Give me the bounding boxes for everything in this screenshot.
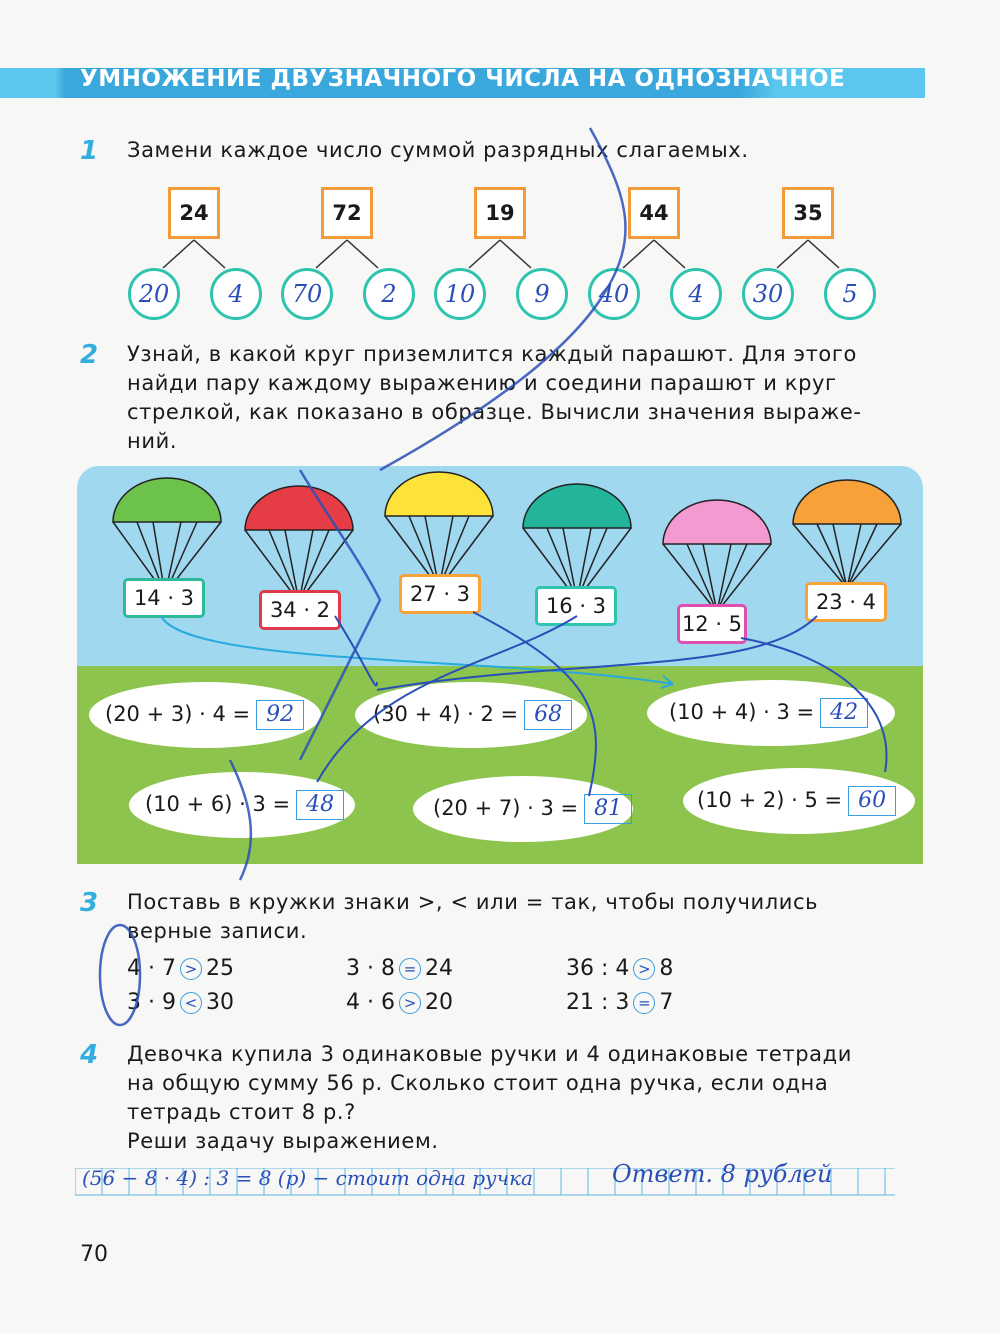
task-3-number: 3 [80,888,99,918]
number-box-35: 35 [782,187,834,239]
expression-text: (10 + 4) · 3 = [669,700,815,724]
comparison-left: 4 · 7 [127,956,176,981]
parachute-label-34x2: 34 · 2 [259,590,341,630]
comparison-3 [346,956,453,981]
answer-box[interactable]: 68 [524,700,572,730]
expression-text: (20 + 3) · 4 = [105,702,251,726]
answer-box[interactable]: 42 [820,698,868,728]
task-3-line-1: Поставь в кружки знаки >, < или = так, чтобы получились [127,890,819,914]
solution-answer[interactable]: Ответ. 8 рублей [612,1160,833,1188]
task-3-line-2: верные записи. [127,919,308,943]
expression-text: (10 + 6) · 3 = [145,792,291,816]
sign-circle[interactable]: = [399,958,421,980]
comparison-1 [127,956,234,981]
answer-box[interactable]: 60 [848,786,896,816]
page-title: УМНОЖЕНИЕ ДВУЗНАЧНОГО ЧИСЛА НА ОДНОЗНАЧНОЕ [80,66,846,92]
comparison-right: 7 [659,990,674,1015]
number-box-19: 19 [474,187,526,239]
comparison-right: 30 [205,990,234,1015]
tens-circle-19[interactable]: 10 [434,268,486,320]
parachute-label-14x3: 14 · 3 [123,578,205,618]
parachute-scene [77,466,923,864]
hand-arrow [473,612,596,796]
task-4-number: 4 [80,1040,99,1070]
task-2-line-2: найди пару каждому выражению и соедини парашют и круг [127,371,837,395]
task-2-line-1: Узнай, в какой круг приземлится каждый парашют. Для этого [127,342,857,366]
solution-expression[interactable]: (56 − 8 · 4) : 3 = 8 (р) − стоит одна ручка [82,1166,533,1190]
comparison-left: 36 : 4 [566,956,630,981]
task-1-text: Замени каждое число суммой разрядных слагаемых. [127,138,749,162]
comparison-left: 3 · 9 [127,990,176,1015]
ones-circle-19[interactable]: 9 [516,268,568,320]
number-box-24: 24 [168,187,220,239]
sign-circle[interactable]: > [180,958,202,980]
comparison-left: 21 : 3 [566,990,630,1015]
hand-arrow [741,638,887,772]
answer-box[interactable]: 48 [296,790,344,820]
sign-circle[interactable]: < [180,992,202,1014]
comparison-4 [346,990,453,1015]
comparison-right: 25 [205,956,234,981]
ones-circle-44[interactable]: 4 [670,268,722,320]
parachute-label-23x4: 23 · 4 [805,582,887,622]
comparison-right: 8 [659,956,674,981]
parachute-label-16x3: 16 · 3 [535,586,617,626]
hand-arrow [335,616,377,685]
task-2-line-4: ний. [127,429,178,453]
ones-circle-72[interactable]: 2 [363,268,415,320]
sign-circle[interactable]: > [399,992,421,1014]
comparison-right: 24 [424,956,453,981]
task-4-line-2: на общую сумму 56 р. Сколько стоит одна ручка, если одна [127,1071,829,1095]
task-4-line-4: Реши задачу выражением. [127,1129,439,1153]
task-2-number: 2 [80,340,99,370]
answer-box[interactable]: 92 [256,700,304,730]
number-box-44: 44 [628,187,680,239]
expression-text: (30 + 4) · 2 = [373,702,519,726]
answer-box[interactable]: 81 [584,794,632,824]
ones-circle-24[interactable]: 4 [210,268,262,320]
sign-circle[interactable]: > [633,958,655,980]
task-4-line-3: тетрадь стоит 8 р.? [127,1100,356,1124]
parachute-label-12x5: 12 · 5 [677,604,747,644]
tens-circle-72[interactable]: 70 [281,268,333,320]
tens-circle-24[interactable]: 20 [128,268,180,320]
ones-circle-35[interactable]: 5 [824,268,876,320]
comparison-5 [566,956,673,981]
hand-arrow [317,616,577,782]
connection-arrows [77,466,923,864]
comparison-left: 3 · 8 [346,956,395,981]
tens-circle-35[interactable]: 30 [742,268,794,320]
hand-arrow [377,616,817,690]
task-2-line-3: стрелкой, как показано в образце. Вычисли значения выраже- [127,400,862,424]
expression-text: (20 + 7) · 3 = [433,796,579,820]
comparison-2 [127,990,234,1015]
task-1-number: 1 [80,136,99,166]
comparison-left: 4 · 6 [346,990,395,1015]
page-number: 70 [80,1242,108,1267]
sign-circle[interactable]: = [633,992,655,1014]
parachute-label-27x3: 27 · 3 [399,574,481,614]
tens-circle-44[interactable]: 40 [588,268,640,320]
task-4-line-1: Девочка купила 3 одинаковые ручки и 4 одинаковые тетради [127,1042,852,1066]
comparison-6 [566,990,673,1015]
sample-arrow [161,616,673,684]
number-box-72: 72 [321,187,373,239]
expression-text: (10 + 2) · 5 = [697,788,843,812]
comparison-right: 20 [424,990,453,1015]
